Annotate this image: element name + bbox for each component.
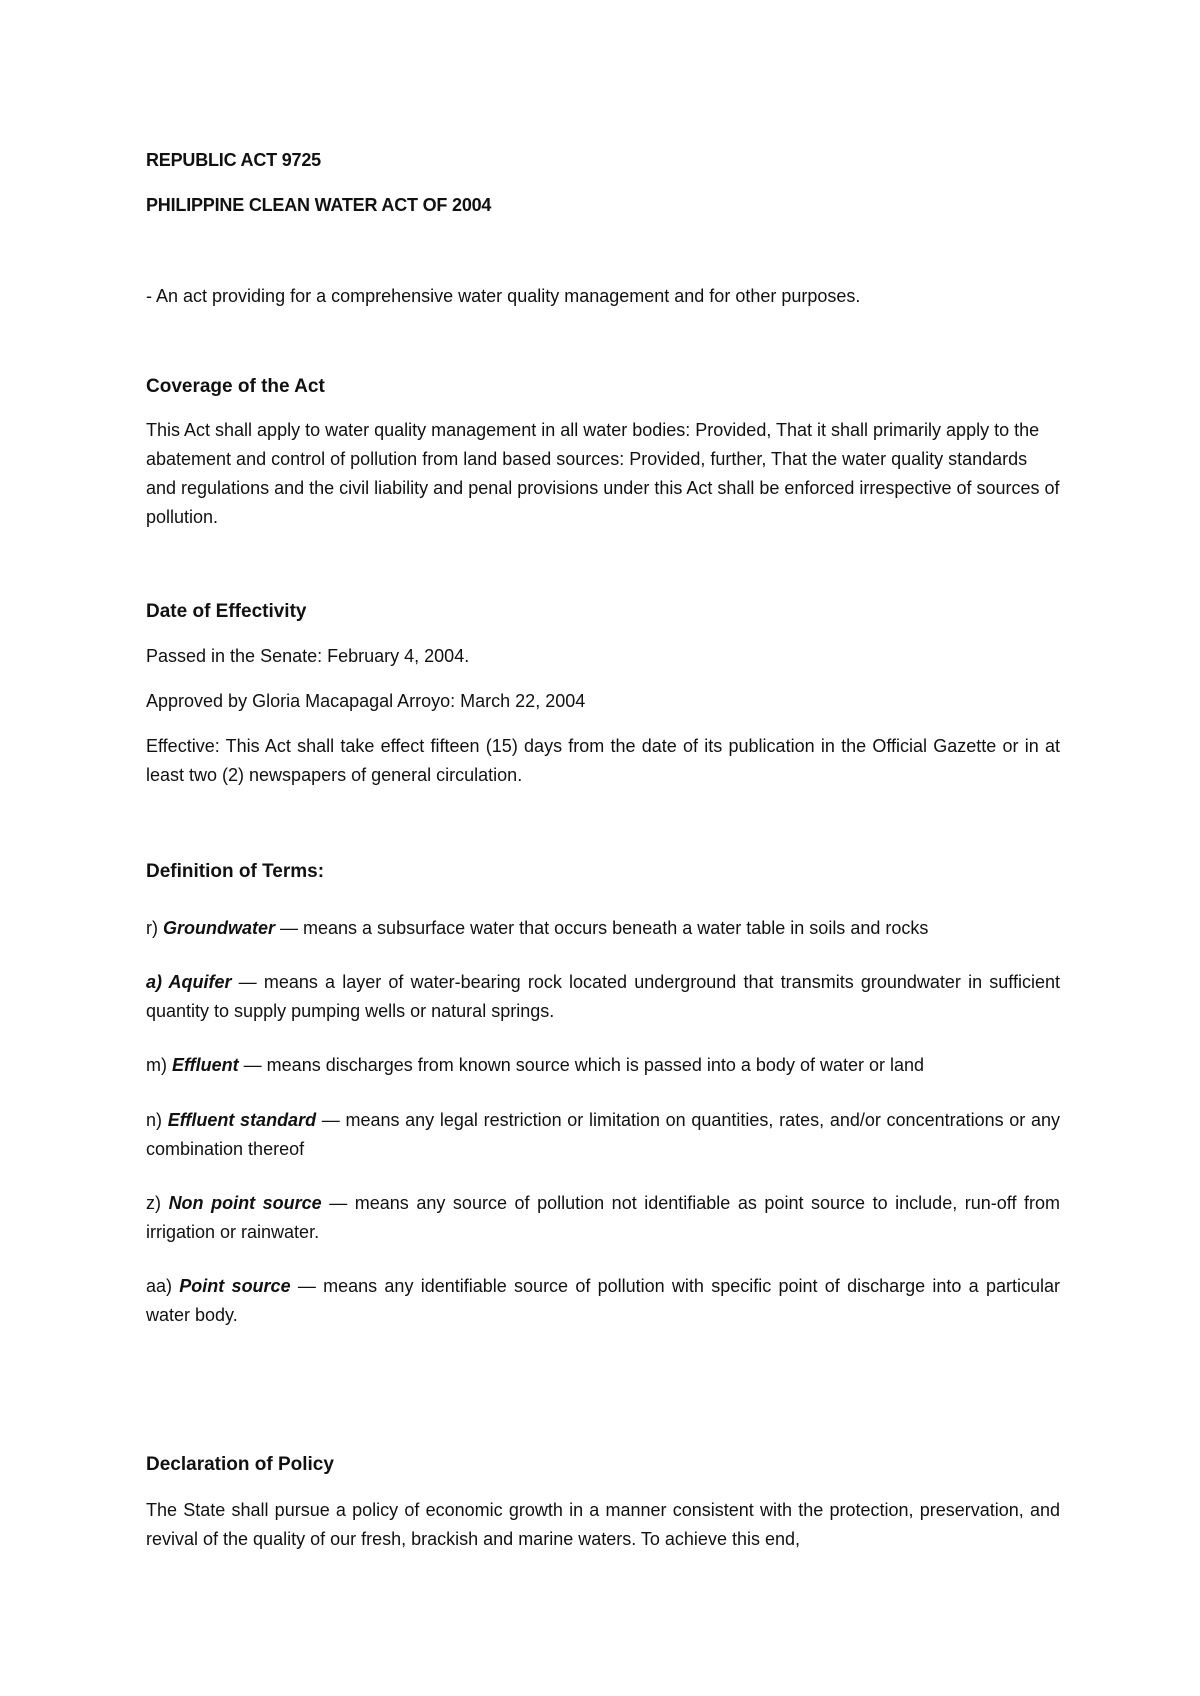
policy-heading: Declaration of Policy bbox=[146, 1454, 334, 1475]
definition-prefix: n) bbox=[146, 1110, 168, 1130]
definition-text: — means any legal restriction or limitation on quantities, rates, and/or concentrations or any combination thereof bbox=[146, 1110, 1061, 1159]
definition-text: — means a subsurface water that occurs beneath a water table in soils and rocks bbox=[275, 918, 929, 938]
document-subtitle: PHILIPPINE CLEAN WATER ACT OF 2004 bbox=[146, 195, 492, 215]
definition-text: — means any source of pollution not identifiable as point source to include, run-off from irrigation or rainwater. bbox=[146, 1193, 1061, 1242]
definition-item bbox=[146, 1051, 1060, 1080]
definition-text: — means a layer of water-bearing rock located underground that transmits groundwater in sufficient quantity to supply pumping wells or natural springs. bbox=[146, 972, 1060, 1021]
document-page bbox=[146, 0, 1060, 1696]
document-title: REPUBLIC ACT 9725 bbox=[146, 150, 321, 170]
definition-term: Point source bbox=[179, 1276, 291, 1296]
effective-text: Effective: This Act shall take effect fifteen (15) days from the date of its publication in the Official Gazette or in at least two (2) newspapers of general circulation. bbox=[146, 736, 1060, 785]
definition-prefix: aa) bbox=[146, 1276, 180, 1296]
passed-senate-text: Passed in the Senate: February 4, 2004. bbox=[146, 646, 470, 666]
definition-prefix: m) bbox=[146, 1055, 172, 1075]
definition-item bbox=[146, 1106, 1060, 1164]
definition-term: a) Aquifer bbox=[146, 972, 232, 992]
definition-term: Groundwater bbox=[163, 918, 276, 938]
definition-text: — means any identifiable source of pollution with specific point of discharge into a particular water body. bbox=[146, 1276, 1060, 1325]
definition-prefix: r) bbox=[146, 918, 163, 938]
definition-text: — means discharges from known source which is passed into a body of water or land bbox=[238, 1055, 925, 1075]
approved-text: Approved by Gloria Macapagal Arroyo: March 22, 2004 bbox=[146, 691, 586, 711]
effectivity-heading: Date of Effectivity bbox=[146, 601, 307, 622]
definition-item bbox=[146, 914, 1060, 943]
definition-term: Effluent bbox=[172, 1055, 239, 1075]
definition-prefix: z) bbox=[146, 1193, 169, 1213]
intro-paragraph: - An act providing for a comprehensive water quality management and for other purposes. bbox=[146, 286, 861, 306]
definition-term: Effluent standard bbox=[167, 1110, 317, 1130]
coverage-paragraph: This Act shall apply to water quality management in all water bodies: Provided, That it shall primarily apply to the abatement and control of pollution from land based sources: Provided, further, That the water quality standards and regulations and the civil liability and penal provisions under this Act shall be enforced irrespective of sources of pollution. bbox=[146, 420, 1060, 527]
definition-term: Non point source bbox=[168, 1193, 322, 1213]
policy-paragraph: The State shall pursue a policy of economic growth in a manner consistent with the protection, preservation, and revival of the quality of our fresh, brackish and marine waters. To achieve this end, bbox=[146, 1500, 1060, 1549]
definition-item bbox=[146, 968, 1060, 1026]
definitions-heading: Definition of Terms: bbox=[146, 861, 325, 882]
definition-item bbox=[146, 1272, 1060, 1330]
definition-item bbox=[146, 1189, 1060, 1247]
coverage-heading: Coverage of the Act bbox=[146, 376, 325, 397]
